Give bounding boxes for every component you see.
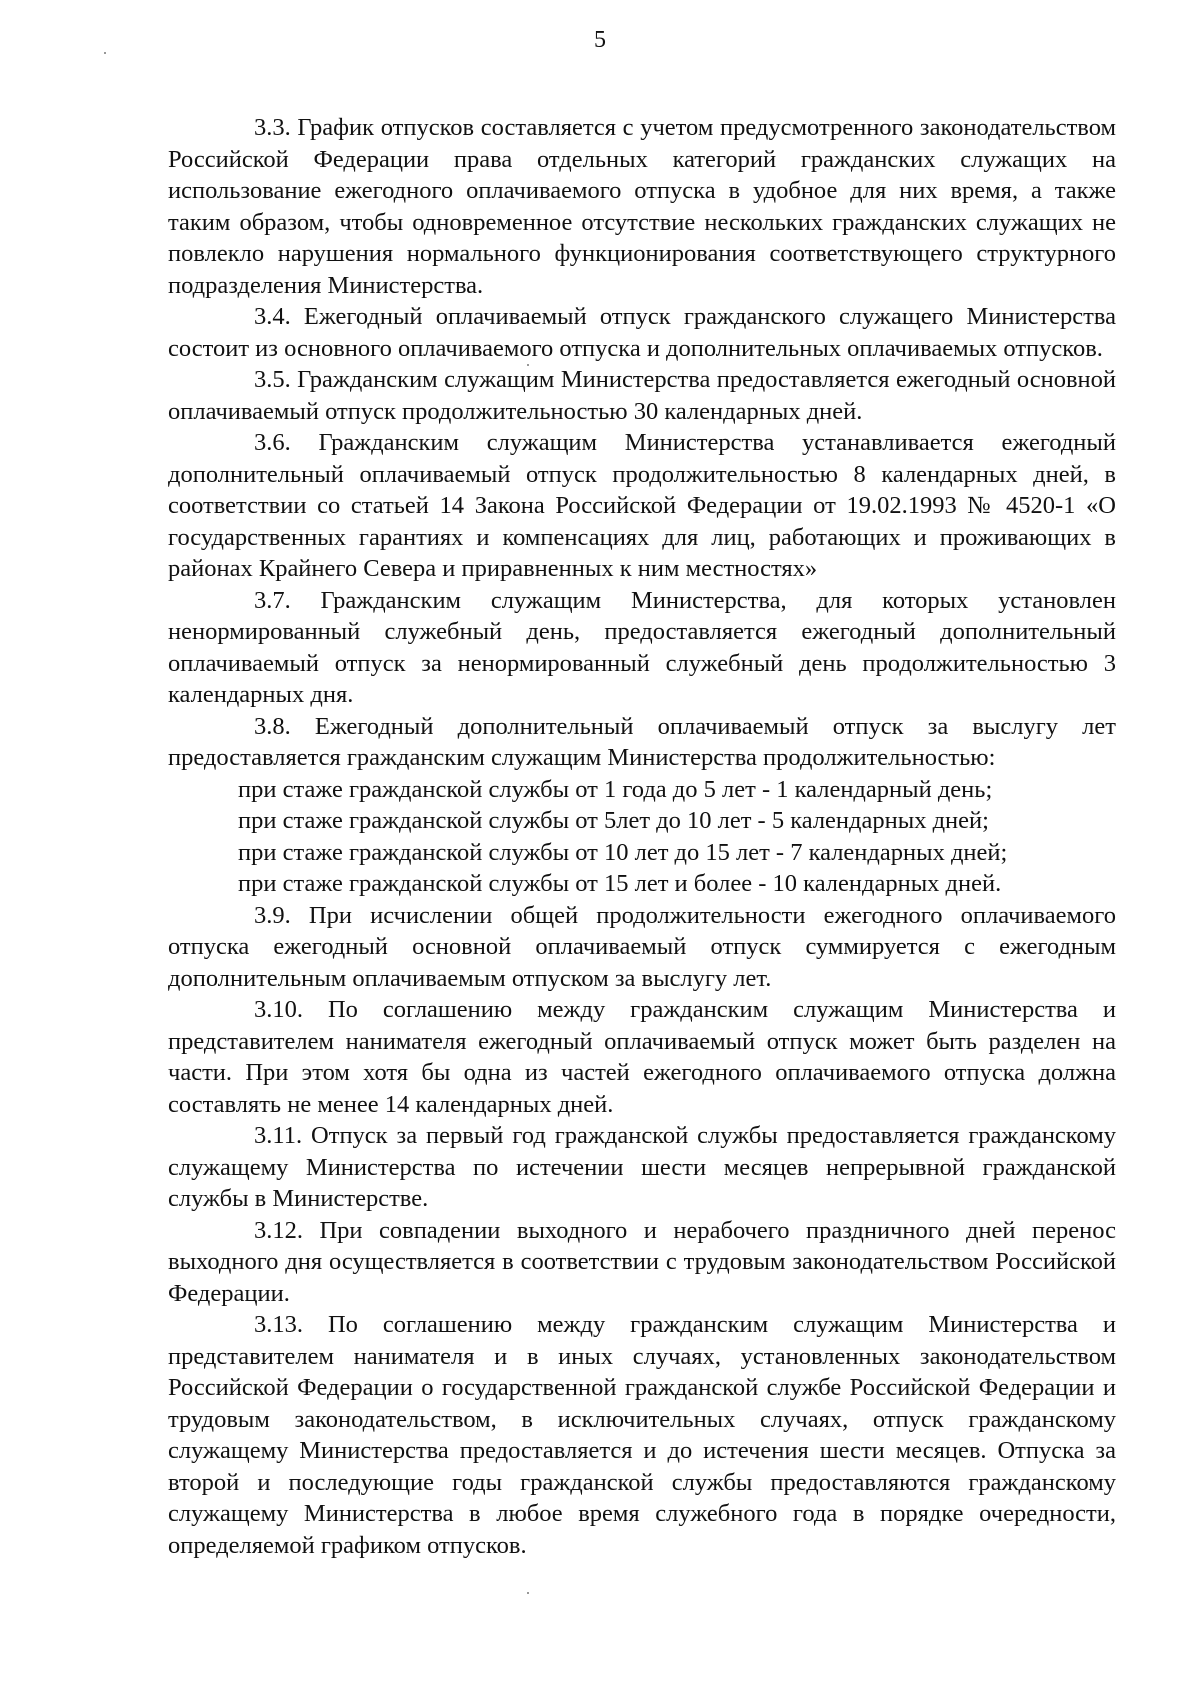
paragraph-3-12: 3.12. При совпадении выходного и нерабочего праздничного дней перенос выходного дня осуществляется в соответствии с трудовым законодательством Российской Федерации. [168,1216,1116,1307]
service-term-item: при стаже гражданской службы от 10 лет до 15 лет - 7 календарных дней; [238,838,1008,866]
paragraph-3-13: 3.13. По соглашению между гражданским служащим Министерства и представителем нанимателя и в иных случаях, установленных законодательством Российской Федерации о государственной гражданской службе Российской Федерации и трудовым законодательством, в исключительных случаях, отпуск гражданскому служащему Министерства предоставляется и до истечения шести месяцев. Отпуска за второй и последующие годы гражданской службы предоставляются гражданскому служащему Министерства в любое время служебного года в порядке очередности, определяемой графиком отпусков. [168,1311,1116,1559]
service-term-item: при стаже гражданской службы от 1 года до 5 лет - 1 календарный день; [238,775,993,803]
document-body [168,112,1116,1561]
paragraph-3-4: 3.4. Ежегодный оплачиваемый отпуск гражданского служащего Министерства состоит из основного оплачиваемого отпуска и дополнительных оплачиваемых отпусков. [168,303,1116,362]
paragraph-3-9: 3.9. При исчислении общей продолжительности ежегодного оплачиваемого отпуска ежегодный основной оплачиваемый отпуск суммируется с ежегодным дополнительным оплачиваемым отпуском за выслугу лет. [168,901,1116,992]
paragraph-3-7: 3.7. Гражданским служащим Министерства, для которых установлен ненормированный служебный день, предоставляется ежегодный дополнительный оплачиваемый отпуск за ненормированный служебный день продолжительностью 3 календарных дня. [168,586,1116,708]
service-term-item: при стаже гражданской службы от 15 лет и более - 10 календарных дней. [238,870,1002,897]
paragraph-3-8: 3.8. Ежегодный дополнительный оплачиваемый отпуск за выслугу лет предоставляется гражданским служащим Министерства продолжительностью: [168,712,1116,771]
scan-speck [527,364,529,366]
service-term-item: при стаже гражданской службы от 5лет до 10 лет - 5 календарных дней; [238,807,989,834]
paragraph-3-6: 3.6. Гражданским служащим Министерства устанавливается ежегодный дополнительный оплачиваемый отпуск продолжительностью 8 календарных дней, в соответствии со статьей 14 Закона Российской Федерации от 19.02.1993 № 4520-1 «О государственных гарантиях и компенсациях для лиц, работающих и проживающих в районах Крайнего Севера и приравненных к ним местностях» [168,429,1116,582]
scan-speck [104,52,106,54]
paragraph-3-10: 3.10. По соглашению между гражданским служащим Министерства и представителем нанимателя ежегодный оплачиваемый отпуск может быть разделен на части. При этом хотя бы одна из частей ежегодного оплачиваемого отпуска должна составлять не менее 14 календарных дней. [168,996,1116,1118]
paragraph-3-3: 3.3. График отпусков составляется с учетом предусмотренного законодательством Российской Федерации права отдельных категорий гражданских служащих на использование ежегодного оплачиваемого отпуска в удобное для них время, а также таким образом, чтобы одновременное отсутствие нескольких гражданских служащих не повлекло нарушения нормального функционирования соответствующего структурного подразделения Министерства. [168,114,1116,299]
page-number: 5 [594,27,606,53]
scan-speck [527,1592,529,1594]
paragraph-3-5: 3.5. Гражданским служащим Министерства предоставляется ежегодный основной оплачиваемый отпуск продолжительностью 30 календарных дней. [168,366,1116,425]
paragraph-3-11: 3.11. Отпуск за первый год гражданской службы предоставляется гражданскому служащему Министерства по истечении шести месяцев непрерывной гражданской службы в Министерстве. [168,1122,1116,1212]
